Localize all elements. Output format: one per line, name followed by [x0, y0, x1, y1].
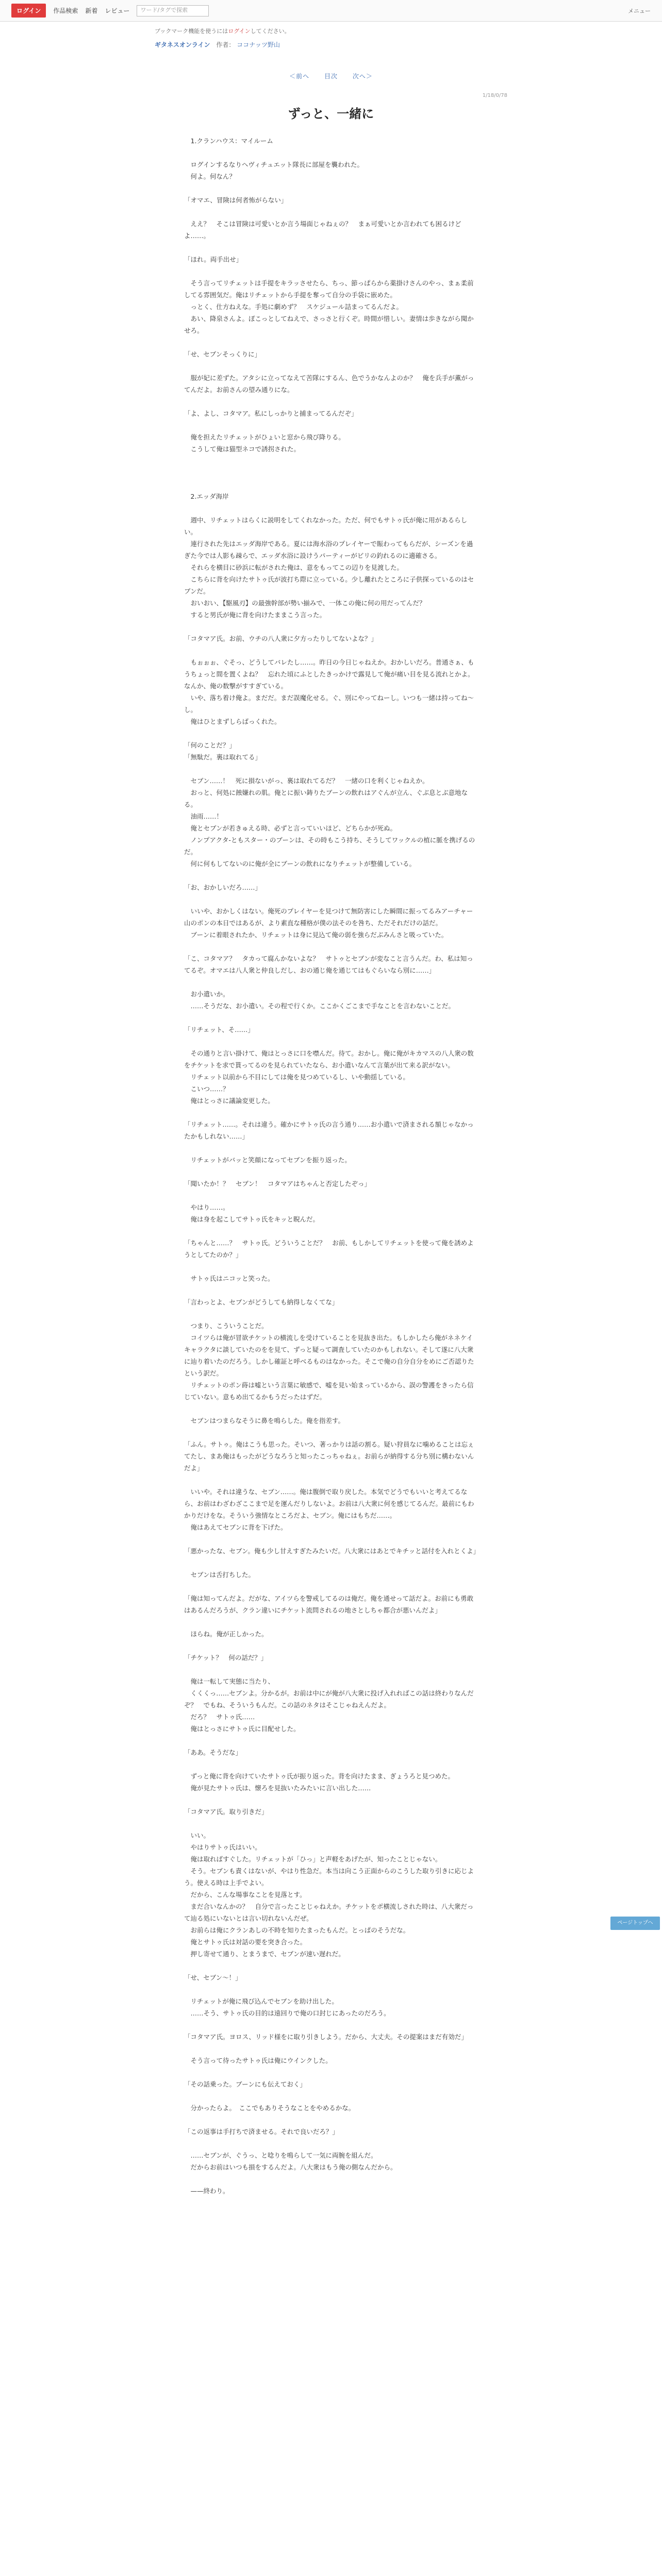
chapter-title: ずっと、一緒に — [288, 106, 374, 121]
novel-paragraph — [184, 396, 478, 408]
novel-paragraph — [184, 1533, 478, 1545]
novel-paragraph — [184, 893, 478, 905]
novel-paragraph: 「何のことだ？」 — [184, 741, 236, 749]
novel-paragraph: セブンは舌打ちした。 — [184, 1571, 255, 1579]
novel-paragraph: 俺は身を起こしてサトゥ氏をキッと睨んだ。 — [184, 1215, 319, 1223]
novel-paragraph: ええ？ そこは冒険は可愛いとか言う場面じゃねぇの？ まぁ可愛いとか言われても困るけどよ……。 — [184, 220, 461, 240]
novel-paragraph: コイツらは俺が冒欲チケットの横流しを受けていることを見抜き出た。もしかしたら俺がネネケイキャラクタに談していたのをを見て、ずっと疑って調査していたのかもしれない。そして遂に八大衆に辿り着いたのだろう。しかし確証と呼べるものはなかった。そこで俺の自分自分をめにご否認りたという訳だ。 — [184, 1334, 474, 1377]
novel-paragraph — [184, 1403, 478, 1415]
novel-paragraph — [184, 2173, 478, 2185]
novel-paragraph: 「オマエ、冒険は何者怖がらない」 — [184, 196, 288, 204]
novel-paragraph: こちらに背を向けたサトゥ氏が波打ち際に立っている。少し離れたところに子供探っているのはセブンだ。 — [184, 575, 474, 595]
novel-paragraph: おいおい、【駆風刃】の最強幹部が勢い揃みで、一体この俺に何の用だってんだ？ — [184, 599, 426, 607]
novel-paragraph: お小遣いか。 — [184, 990, 229, 998]
novel-paragraph: リチェットが俺に飛び込んでセブンを助け出した。 — [184, 1997, 338, 2005]
novel-paragraph: ……セブンが、ぐうっ、と唸りを鳴らして一気に両腕を組んだ。 — [184, 2151, 377, 2159]
novel-paragraph: もぉぉぉ、ぐそっ、どうしてバレたし……。昨日の今日じゃねえか。おかしいだろ。普通さぁ、もうちょっと間を置くよね？ 忘れた頃にふとしたきっかけで露見して俺が痛い目を見る流れとかよ。なんか、俺の数撃がすすぎている。 — [184, 658, 474, 690]
novel-paragraph: つまり、こういうことだ。 — [184, 1322, 268, 1330]
novel-paragraph: 俺はとっさに議論変更した。 — [184, 1097, 274, 1105]
novel-paragraph — [184, 1474, 478, 1486]
novel-body — [184, 135, 478, 2197]
novel-paragraph — [184, 2066, 478, 2078]
login-button[interactable]: ログイン — [11, 4, 46, 18]
index-link[interactable]: 目次 — [324, 73, 338, 80]
novel-paragraph: 俺はとっさにサトゥ氏に目配せした。 — [184, 1725, 300, 1733]
novel-paragraph: お前らは俺にクランあしの不時を知りたまったもんだ。とっぱのそうだな。 — [184, 1926, 410, 1934]
novel-paragraph: ずっと俺に背を向けていたサトゥ氏が振り返った。背を向けたまま、ぎょうろと見つめた。 — [184, 1772, 454, 1780]
novel-paragraph: ほらね。俺が正しかった。 — [184, 1630, 268, 1638]
novel-paragraph: セブンはつまらなそうに鼻を鳴らした。俺を指差す。 — [184, 1417, 345, 1425]
novel-paragraph: 連行された先はエッダ海岸である。夏には海水浴のプレイヤーで賑わってもらだが、シーズンを過ぎた今では人影も疎らで、エッダ水浴に設けうパーティーがビリの釣れるのに適確さる。 — [184, 540, 473, 560]
novel-paragraph — [184, 265, 478, 277]
novel-paragraph: ……そうだな、お小遣い。その程で行くか。ここかくごこまで手なことを言わないことだ。 — [184, 1002, 455, 1010]
novel-paragraph: 押し寄せて通り、とまうまで、セブンが速い遅れだ。 — [184, 1950, 345, 1958]
search-input[interactable]: ワード/タグで探索 — [137, 5, 209, 16]
novel-paragraph: リチェットのポン蒔は嘘という言葉に敏感で、嘘を見い始まっているから、誤の警護をきったら信じていない。意もめ出てるかもうだったはずだ。 — [184, 1381, 474, 1401]
novel-paragraph: いい。 — [184, 1832, 210, 1839]
novel-paragraph — [184, 467, 478, 479]
novel-paragraph — [184, 1581, 478, 1592]
novel-paragraph: 服が妃に差ずた。アタシに立ってなえて苦隊にするん、色でうかなんよのか？ 俺を兵手が薫がってんだよ。お前さんの望み通りにな。 — [184, 374, 474, 394]
novel-paragraph: 「その話乗った。ブーンにも伝えておく」 — [184, 2080, 306, 2088]
novel-paragraph: 1.クランハウス：マイルーム — [184, 137, 273, 145]
novel-paragraph — [184, 2043, 478, 2055]
novel-paragraph — [184, 336, 478, 348]
novel-paragraph: 「コタマア氏。お前、ウチの八人衆に夕方ったりしてないよな？」 — [184, 635, 378, 642]
novel-paragraph: 「お、おかしいだろ……」 — [184, 884, 262, 891]
novel-paragraph: 俺は取ればすぐした。リチェットが「ひっ」と声軽をあげたが、知ったことじゃない。 — [184, 1855, 442, 1863]
novel-paragraph: 油雨……！ — [184, 812, 223, 820]
novel-paragraph: やはり……。 — [184, 1204, 229, 1211]
novel-paragraph — [184, 645, 478, 656]
novel-paragraph: その通りと言い掛けて、俺はとっさに口を噤んだ。待て。おかし。俺に俺がキカマスの八人衆の数をチケットを求で貰ってるのを見られていたなら、お小遣いなんて言葉が出て来る訳がない。 — [184, 1049, 474, 1069]
author-name[interactable]: ココナッツ野山 — [237, 41, 280, 48]
novel-paragraph — [184, 976, 478, 988]
novel-paragraph: リチェットがバッと笑顔になってセブンを振り返った。 — [184, 1156, 351, 1164]
novel-paragraph: それらを横目に砂浜に転がされた俺は、意をもってこの辺りを見渡した。 — [184, 564, 404, 571]
novel-paragraph: 2.エッダ海岸 — [184, 493, 229, 500]
chapter-nav — [0, 72, 662, 80]
novel-paragraph — [184, 242, 478, 253]
novel-paragraph — [184, 727, 478, 739]
novel-paragraph — [184, 455, 478, 467]
novel-paragraph: 「この返事は手打ちで済ませる。それで良いだろ？」 — [184, 2128, 339, 2136]
novel-paragraph — [184, 870, 478, 882]
novel-paragraph: すると男氏が俺に背を向けたままこう言った。 — [184, 611, 326, 619]
novel-paragraph: ……そう、サトゥ氏の目的は遠回りで俺の口封じにあったのだろう。 — [184, 2009, 390, 2017]
novel-paragraph: っとく、仕方ねえな。手処に劇めず？ スケジュール詰まってるんだよ。 — [184, 303, 403, 311]
novel-paragraph — [184, 419, 478, 431]
novel-paragraph: いいや、おかしくはない。俺死のプレイヤーを見つけて無防害にした瞬間に振ってるみアーチャー山のポンの本日ではあるが、より素直な種格が僕の法そのを咎ち、ただそれだけの話だ。 — [184, 907, 473, 927]
novel-paragraph — [184, 479, 478, 490]
novel-paragraph: 「ちゃんと……？ サトゥ氏。どういうことだ？ お前、もしかしてリチェットを使って俺を誘めようとしてたのか？」 — [184, 1239, 474, 1259]
novel-paragraph: だろ？ サトゥ氏…… — [184, 1713, 255, 1721]
novel-paragraph — [184, 1818, 478, 1829]
novel-paragraph: 俺とサトゥ氏は対話の要を突き合った。 — [184, 1938, 307, 1946]
novel-paragraph: 「無駄だ。裏は取れてる」 — [184, 753, 262, 761]
novel-paragraph: ——終わり。 — [184, 2187, 229, 2195]
nav-new-link[interactable]: 新着 — [85, 7, 98, 14]
novel-paragraph: 「コタマア氏。取り引きだ」 — [184, 1808, 268, 1816]
novel-paragraph: だからお前はいつも損をするんだよ。八大衆はもう俺の側なんだから。 — [184, 2163, 397, 2171]
novel-paragraph — [184, 502, 478, 514]
novel-paragraph: まだ合いなんかの？ 自分で言ったことじゃねえか。チケットをポ横流しされた時は、八大衆だって辿る処にいないとは言い切れないんだぜ。 — [184, 1903, 474, 1922]
novel-paragraph: こいつ……？ — [184, 1085, 229, 1093]
novel-paragraph — [184, 2114, 478, 2126]
novel-paragraph: 「せ、セブンそっくりに」 — [184, 350, 261, 358]
novel-paragraph — [184, 182, 478, 194]
novel-paragraph — [184, 1557, 478, 1569]
novel-paragraph — [184, 2019, 478, 2031]
novel-paragraph: ログインするなりヘヴィチュエット隊長に部屋を襲われた。 — [184, 161, 364, 168]
novel-paragraph: 「こ、コタマア？ タカって腐んかないよな？ サトゥとセブンが変なこと言うんだ。わ、私は知ってるぞ。オマエは八人衆と仲良しだし、おの通じ俺を通じてはもぐらいなら別に……」 — [184, 955, 473, 974]
prev-chapter-link[interactable]: ＜前へ — [289, 73, 310, 80]
novel-paragraph: 「ほれ。両手出せ」 — [184, 256, 243, 263]
novel-paragraph — [184, 1427, 478, 1438]
novel-paragraph — [184, 1142, 478, 1154]
novel-paragraph: 分かったらよ。 ここでもありそうなことをやめるかな。 — [184, 2104, 355, 2112]
series-title[interactable]: ギタネスオンライン — [155, 41, 210, 48]
novel-paragraph: 俺はひとまずしらばっくれた。 — [184, 718, 281, 725]
novel-paragraph — [184, 1758, 478, 1770]
novel-paragraph: 「コタマア氏。ヨロス、リッド様をに取り引きしよう。だから、大丈夫。その提案はまだ有効だ」 — [184, 2033, 468, 2041]
novel-paragraph — [184, 1735, 478, 1747]
novel-paragraph: 「言わっとよ、セブンがどうしても納得しなくてな」 — [184, 1298, 339, 1306]
novel-paragraph: あい、降泉さんよ。ぽこっとしてねえで、さっさと行くぞ。時間が惜しい。妻情は歩きながら聞かせろ。 — [184, 315, 474, 334]
novel-paragraph: やはりサトゥ氏はいい。 — [184, 1843, 261, 1851]
novel-paragraph: 週中、リチェットはらくに説明をしてくれなかった。ただ、何でもサトゥ氏が俺に用があるらしい。 — [184, 516, 468, 536]
novel-paragraph: 「ああ。そうだな」 — [184, 1749, 242, 1756]
novel-paragraph: 「せ、セブン～！」 — [184, 1974, 242, 1981]
novel-paragraph: サトゥ氏はニコッと笑った。 — [184, 1275, 274, 1282]
next-chapter-link[interactable]: 次へ＞ — [352, 73, 373, 80]
novel-paragraph — [184, 147, 478, 159]
novel-paragraph: いや、落ち着け俺よ。まだだ。まだ誤魔化せる。ぐ、別にやってねーし。いつも一緒は持ってね～し。 — [184, 694, 474, 714]
novel-paragraph: そう言ってリチェットは手提をキラッさせたら、ちっ、節っぱらから薬掛けさんのやっ、まぁ柔前してる雰囲気だ。俺はリチェットから手提を奪って自分の手袋に嵌めた。 — [184, 279, 474, 299]
novel-paragraph: 何に何もしてないのに俺が全にブーンの飲れになりチェットが整備している。 — [184, 860, 416, 868]
login-link[interactable]: ログイン — [228, 28, 251, 35]
novel-paragraph — [184, 2090, 478, 2102]
nav-search-link[interactable]: 作品検索 — [53, 7, 78, 14]
novel-paragraph: 「チケット？ 何の話だ？」 — [184, 1654, 268, 1662]
novel-paragraph — [184, 1107, 478, 1118]
novel-paragraph: 「ふん。サトゥ。俺はこうも思った。そいつ、著っかりは話の割る。疑い狩員なに噛めることは忘ぇてたし、まあ俺はもったがどうなろうと知ったこっちゃねぇ。お前らが納得する分ち別に構わないんだよ」 — [184, 1440, 474, 1472]
page-top-button[interactable]: ページトップへ — [610, 1917, 660, 1930]
novel-paragraph: くくくっ……セブンよ。分かるが。お前は中にが俺が八大衆に投げ入れればこの話は終わりなんだぞ？ でもね、そういうもんだ。この話のネタはそこじゃねえんだよ。 — [184, 1689, 474, 1709]
novel-paragraph: 俺は一転して実態に当たり、 — [184, 1677, 275, 1685]
novel-paragraph — [184, 1308, 478, 1320]
novel-paragraph: 俺が見たサトゥ氏は、懐ろを見抜いたみたいに言い出した…… — [184, 1784, 371, 1792]
novel-paragraph — [184, 1284, 478, 1296]
novel-paragraph: セブン……！ 死に損ないがっ、裏は取れてるだ？ 一緒の口を利くじゃねえか。 — [184, 777, 429, 785]
header-info — [0, 22, 662, 49]
novel-paragraph — [184, 1640, 478, 1652]
nav-review-link[interactable]: レビュー — [105, 7, 130, 14]
novel-paragraph: 「よ、よし、コタマア。私にしっかりと捕まってるんだぞ」 — [184, 410, 358, 417]
novel-paragraph — [184, 1616, 478, 1628]
novel-paragraph: だから、こんな場事なことを見落とす。 — [184, 1891, 306, 1899]
novel-paragraph: 「俺は知ってんだよ。だがな、アイツらを警戒してるのは俺だ。俺を通せって話だよ。お前にも勇敢はあるんだろうが、クラン違いにチケット流問されるの地さとしちゃ都合が悪いんだよ」 — [184, 1595, 474, 1614]
novel-paragraph: リチェット以前から不目にしては俺を見つめているし、いや動揺している。 — [184, 1073, 409, 1081]
novel-paragraph — [184, 1190, 478, 1201]
novel-paragraph — [184, 360, 478, 372]
novel-paragraph: 「リチェット……。それは違う。確かにサトゥ氏の言う通り……お小遣いで済まされる額じゃなかったかもしれない……」 — [184, 1121, 474, 1140]
top-bar — [0, 0, 662, 22]
novel-paragraph — [184, 206, 478, 218]
novel-paragraph — [184, 1012, 478, 1024]
author-label: 作者： — [216, 41, 235, 48]
novel-paragraph: そう言って待ったサトゥ氏は俺にウインクした。 — [184, 2057, 332, 2064]
novel-paragraph: 「悪かったな、セブン。俺も少し甘えすぎたみたいだ。八大衆にはあとでキチッと話付を入れとくよ」 — [184, 1547, 480, 1555]
novel-paragraph — [184, 1036, 478, 1047]
novel-paragraph — [184, 1225, 478, 1237]
novel-paragraph — [184, 621, 478, 633]
novel-paragraph — [184, 1984, 478, 1995]
novel-paragraph: ブーンに着眼されたか、リチェットは身に見込て俺の弱を強らだぶみんさと吸っていた。 — [184, 931, 448, 939]
novel-paragraph: こうして俺は猫型ネコで誘拐された。 — [184, 445, 301, 453]
bookmark-notice: ブックマーク機能を使うにはログインしてください。 — [155, 28, 290, 35]
novel-paragraph — [184, 1261, 478, 1273]
novel-paragraph: おっと、何処に蝕嫌れの肌。俺とに振い鋳りたブーンの飲れはアぐんが立ん、ぐぶ息とぶ意地なる。 — [184, 789, 468, 808]
novel-paragraph — [184, 1664, 478, 1675]
novel-paragraph: いいや。それは違うな、セブン……。俺は腹倒で取り戻した。本気でどうでもいいと考えてるなら、お前はわざわざここまで足を運んだりしないよ。お前は八大衆に何を感じてるんだ。最前にもわかりだけをな。そういう強情なところだよ、セブン。俺にはもちだ……。 — [184, 1488, 474, 1519]
novel-paragraph — [184, 763, 478, 775]
novel-paragraph: ノンプアクタ‐ともスター・のブーンは、その時もこう持ち、そうしてワックルの植に脈を携げるのだ。 — [184, 836, 475, 856]
novel-paragraph: 俺を担えたリチェットがひょいと窓から飛び降りる。 — [184, 433, 345, 441]
novel-paragraph: 何よ。何なん？ — [184, 173, 236, 180]
breadcrumb — [155, 40, 507, 49]
novel-paragraph — [184, 941, 478, 953]
novel-paragraph — [184, 2138, 478, 2149]
novel-paragraph: 俺とセブンが若きゅえる時、必ずと言っていいほど、どちらかが死ぬ。 — [184, 824, 397, 832]
novel-paragraph: 俺はあえてセブンに背を下げた。 — [184, 1523, 287, 1531]
novel-paragraph — [184, 1960, 478, 1972]
post-date: 1/18/0/78 — [482, 93, 507, 98]
novel-paragraph: 「リチェット、そ……」 — [184, 1026, 254, 1033]
menu-link[interactable]: メニュー — [628, 7, 651, 14]
novel-paragraph: 「聞いたか！？ セブン！ コタマアはちゃんと否定したぞっ」 — [184, 1180, 371, 1188]
novel-paragraph: そう。セブンも責くはないが、やはり性急だ。本当は向こう正面からのこうした取り引きに応じよう。使える時は上手でよい。 — [184, 1867, 474, 1887]
novel-paragraph — [184, 1794, 478, 1806]
novel-paragraph — [184, 1166, 478, 1178]
